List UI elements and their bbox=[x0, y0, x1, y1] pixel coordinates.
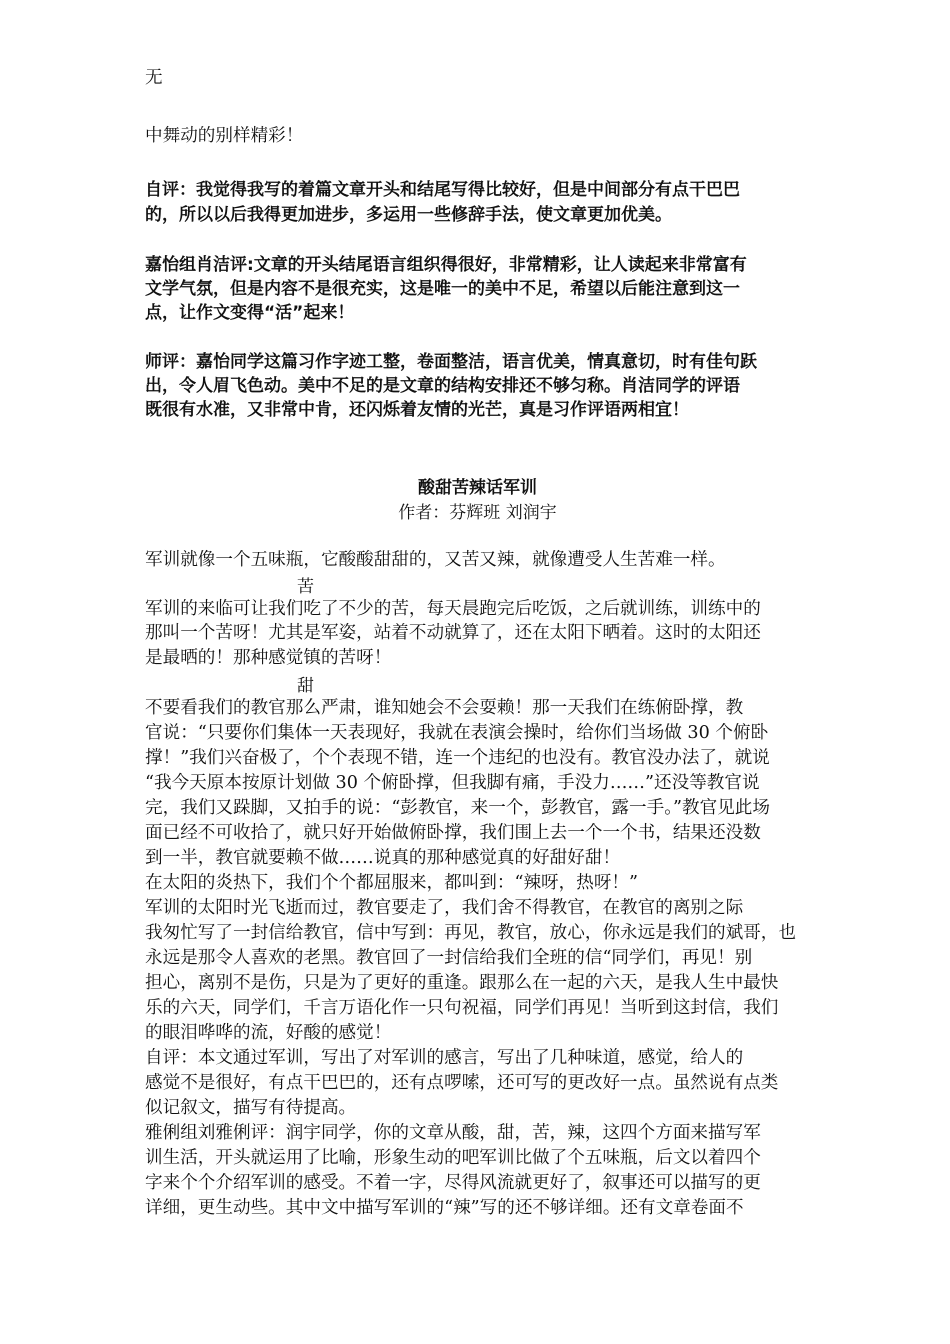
review-line: 出，令人眉飞色动。美中不足的是文章的结构安排还不够匀称。肖洁同学的评语 bbox=[145, 376, 740, 396]
review-line: 文学气氛，但是内容不是很充实，这是唯一的美中不足，希望以后能注意到这一 bbox=[145, 279, 740, 299]
paragraph-line: 面已经不可收拾了，就只好开始做俯卧撑，我们围上去一个一个书，结果还没数 bbox=[145, 823, 761, 843]
paragraph-line: 训生活，开头就运用了比喻，形象生动的吧军训比做了个五味瓶，后文以着四个 bbox=[145, 1148, 761, 1168]
paragraph-line: 担心，离别不是伤，只是为了更好的重逢。跟那么在一起的六天，是我人生中最快 bbox=[145, 973, 779, 993]
paragraph-line: 自评：本文通过军训，写出了对军训的感言，写出了几种味道，感觉，给人的 bbox=[145, 1048, 744, 1068]
paragraph-line: 永远是那令人喜欢的老黑。教官回了一封信给我们全班的信“同学们，再见！别 bbox=[145, 948, 753, 968]
paragraph-line: 不要看我们的教官那么严肃，谁知她会不会耍赖！那一天我们在练俯卧撑，教 bbox=[145, 698, 744, 718]
heading-sweet: 甜 bbox=[297, 676, 314, 696]
paragraph-line: 雅俐组刘雅俐评：润宇同学，你的文章从酸，甜，苦，辣，这四个方面来描写军 bbox=[145, 1123, 761, 1143]
review-line: 自评：我觉得我写的着篇文章开头和结尾写得比较好，但是中间部分有点干巴巴 bbox=[145, 180, 740, 200]
review-line: 嘉怡组肖洁评:文章的开头结尾语言组织得很好，非常精彩，让人读起来非常富有 bbox=[145, 255, 747, 275]
paragraph-line: “我今天原本按原计划做 30 个俯卧撑，但我脚有痛，手没力……”还没等教官说 bbox=[145, 773, 760, 793]
paragraph-line: 军训的太阳时光飞逝而过，教官要走了，我们舍不得教官，在教官的离别之际 bbox=[145, 898, 744, 918]
paragraph-line: 在太阳的炎热下，我们个个都屈服来，都叫到：“辣呀，热呀！” bbox=[145, 873, 639, 893]
paragraph-line: 感觉不是很好，有点干巴巴的，还有点啰嗦，还可写的更改好一点。虽然说有点类 bbox=[145, 1073, 779, 1093]
paragraph-line: 到一半，教官就要赖不做……说真的那种感觉真的好甜好甜！ bbox=[145, 848, 621, 868]
paragraph-line: 是最晒的！那种感觉镇的苦呀！ bbox=[145, 648, 392, 668]
heading-bitter: 苦 bbox=[297, 577, 314, 597]
paragraph-line: 乐的六天，同学们，千言万语化作一只句祝福，同学们再见！当听到这封信，我们 bbox=[145, 998, 779, 1018]
paragraph-line: 似记叙文，描写有待提高。 bbox=[145, 1098, 357, 1118]
review-line: 既很有水准，又非常中肯，还闪烁着友情的光芒，真是习作评语两相宜！ bbox=[145, 400, 689, 420]
paragraph-line: 军训的来临可让我们吃了不少的苦，每天晨跑完后吃饭，之后就训练，训练中的 bbox=[145, 599, 761, 619]
article-title: 酸甜苦辣话军训 bbox=[418, 478, 537, 498]
review-line: 师评：嘉怡同学这篇习作字迹工整，卷面整洁，语言优美，情真意切，时有佳句跃 bbox=[145, 352, 757, 372]
paragraph-line: 详细，更生动些。其中文中描写军训的“辣”写的还不够详细。还有文章卷面不 bbox=[145, 1198, 744, 1218]
article-author: 作者：芬辉班 刘润宇 bbox=[398, 503, 557, 523]
paragraph-line: 的眼泪哗哗的流，好酸的感觉！ bbox=[145, 1023, 392, 1043]
paragraph-line: 那叫一个苦呀！尤其是军姿，站着不动就算了，还在太阳下晒着。这时的太阳还 bbox=[145, 623, 761, 643]
header-fragment: 无 bbox=[145, 68, 163, 88]
review-line: 点，让作文变得“活”起来！ bbox=[145, 303, 355, 323]
paragraph-line: 完，我们又跺脚，又拍手的说：“彭教官，来一个，彭教官，露一手。”教官见此场 bbox=[145, 798, 770, 818]
review-line: 的，所以以后我得更加进步，多运用一些修辞手法，使文章更加优美。 bbox=[145, 205, 672, 225]
paragraph-line: 字来个个介绍军训的感受。不着一字，尽得风流就更好了，叙事还可以描写的更 bbox=[145, 1173, 761, 1193]
continuation-line: 中舞动的别样精彩！ bbox=[145, 126, 304, 146]
paragraph-line: 撑！”我们兴奋极了，个个表现不错，连一个违纪的也没有。教官没办法了，就说 bbox=[145, 748, 770, 768]
article-intro: 军训就像一个五味瓶，它酸酸甜甜的，又苦又辣，就像遭受人生苦难一样。 bbox=[145, 550, 726, 570]
paragraph-line: 我匆忙写了一封信给教官，信中写到：再见，教官，放心，你永远是我们的斌哥，也 bbox=[145, 923, 796, 943]
paragraph-line: 官说：“只要你们集体一天表现好，我就在表演会操时，给你们当场做 30 个俯卧 bbox=[145, 723, 769, 743]
